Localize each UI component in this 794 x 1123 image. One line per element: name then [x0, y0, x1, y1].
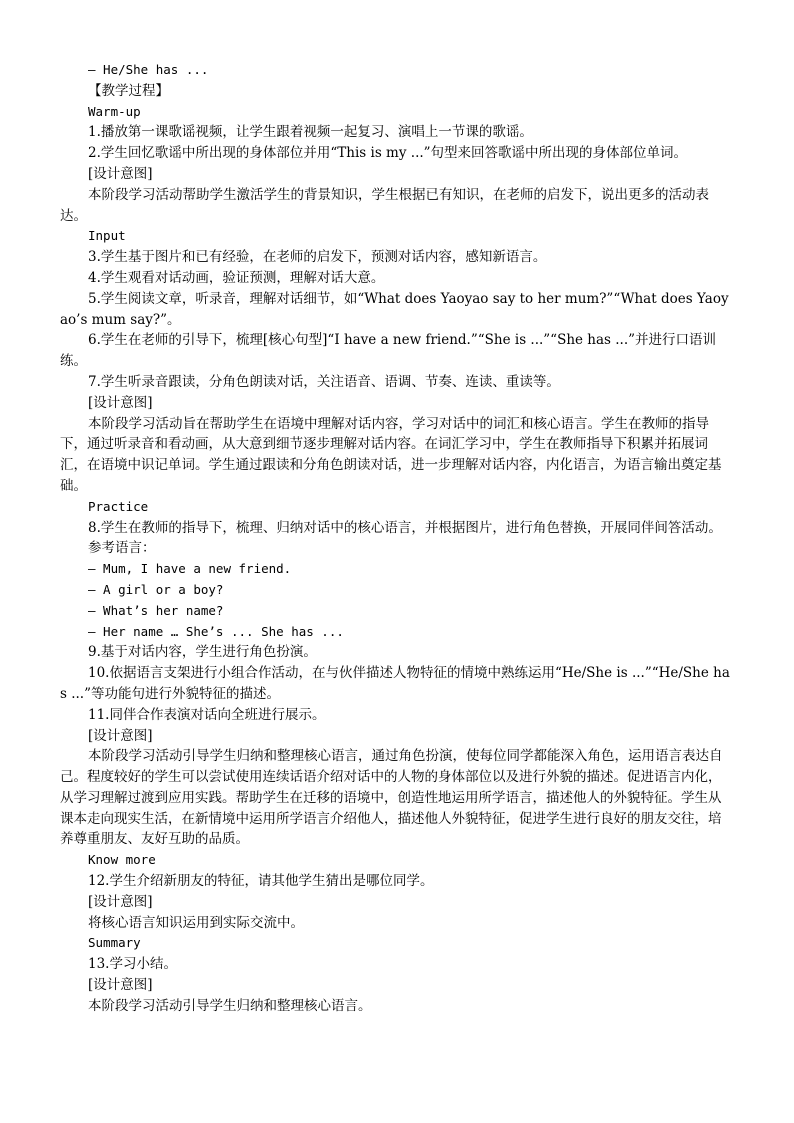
stage-title-practice: Practice	[88, 498, 149, 514]
design-intent-text: 本阶段学习活动引导学生归纳和整理核心语言，通过角色扮演，使每位同学都能深入角色，运用语言表达自己。程度较好的学生可以尝试使用连续话语介绍对话中的人物的身体部位以及进行外貌的描述。促进语言内化，从学习理解过渡到应用实践。帮助学生在迁移的语境中，创造性地运用所学语言，描述他人的外貌特征。学生从课本走向现实生活，在新情境中运用所学语言介绍他人，描述他人外貌特征，促进学生进行良好的朋友交往，培养尊重朋友、友好互助的品质。	[60, 748, 723, 848]
step-13: 13.学习小结。	[88, 956, 177, 973]
design-intent-text: 本阶段学习活动引导学生归纳和整理核心语言。	[88, 997, 372, 1014]
design-intent-text: 将核心语言知识运用到实际交流中。	[88, 914, 304, 931]
reference-language-label: 参考语言：	[88, 540, 156, 557]
stage-title-summary: Summary	[88, 935, 141, 951]
step-2: 2.学生回忆歌谣中所出现的身体部位并用“This is my ...”句型来回答歌谣中所出现的身体部位单词。	[88, 145, 688, 162]
dialogue-line: — What’s her name?	[88, 602, 224, 618]
design-intent-label: [设计意图]	[88, 893, 153, 910]
step-8: 8.学生在教师的指导下，梳理、归纳对话中的核心语言，并根据图片，进行角色替换，开展同伴间答活动。	[88, 519, 722, 536]
step-6: 6.学生在老师的引导下，梳理[核心句型]“I have a new friend.”“She is ...”“She has ...”并进行口语训练。	[60, 332, 717, 370]
step-1: 1.播放第一课歌谣视频，让学生跟着视频一起复习、演唱上一节课的歌谣。	[88, 124, 533, 141]
stage-title-input: Input	[88, 228, 126, 244]
section-heading: 【教学过程】	[88, 82, 169, 99]
dialogue-line: — Mum, I have a new friend.	[88, 561, 292, 577]
step-7: 7.学生听录音跟读，分角色朗读对话，关注语音、语调、节奏、连读、重读等。	[88, 373, 560, 390]
design-intent-text: 本阶段学习活动帮助学生激活学生的背景知识，学生根据已有知识，在老师的启发下，说出更多的活动表达。	[60, 186, 709, 224]
step-9: 9.基于对话内容，学生进行角色扮演。	[88, 644, 317, 661]
dialogue-line: — A girl or a boy?	[88, 581, 224, 597]
design-intent-label: [设计意图]	[88, 977, 153, 994]
design-intent-label: [设计意图]	[88, 165, 153, 182]
design-intent-label: [设计意图]	[88, 727, 153, 744]
step-3: 3.学生基于图片和已有经验，在老师的启发下，预测对话内容，感知新语言。	[88, 249, 547, 266]
document-page	[60, 60, 732, 1017]
stage-title-warm-up: Warm-up	[88, 103, 141, 119]
step-10: 10.依据语言支架进行小组合作活动，在与伙伴描述人物特征的情境中熟练运用“He/She is ...”“He/She has ...”等功能句进行外貌特征的描述。	[60, 665, 730, 702]
dialogue-line: — Her name … She’s ... She has ...	[88, 623, 344, 639]
design-intent-label: [设计意图]	[88, 394, 153, 411]
stage-title-know-more: Know more	[88, 852, 156, 868]
dialogue-line: — He/She has ...	[88, 62, 209, 77]
step-4: 4.学生观看对话动画，验证预测，理解对话大意。	[88, 269, 385, 286]
design-intent-text: 本阶段学习活动旨在帮助学生在语境中理解对话内容，学习对话中的词汇和核心语言。学生在教师的指导下，通过听录音和看动画，从大意到细节逐步理解对话内容。在词汇学习中，学生在教师指导下积累并拓展词汇，在语境中识记单词。学生通过跟读和分角色朗读对话，进一步理解对话内容，内化语言，为语言输出奠定基础。	[60, 415, 722, 494]
step-5: 5.学生阅读文章，听录音，理解对话细节，如“What does Yaoyao say to her mum?”“What does Yaoyao’s mum say?”。	[60, 290, 729, 328]
step-11: 11.同伴合作表演对话向全班进行展示。	[88, 706, 326, 723]
step-12: 12.学生介绍新朋友的特征，请其他学生猜出是哪位同学。	[88, 873, 434, 890]
